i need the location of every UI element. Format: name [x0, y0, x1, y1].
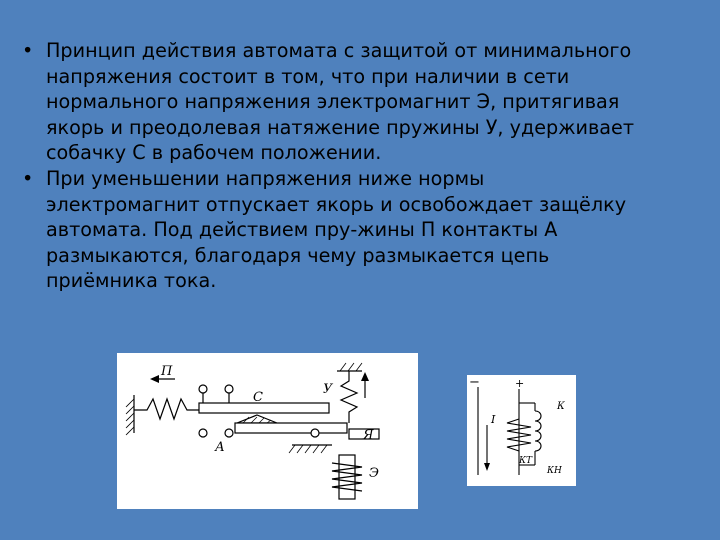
pivot-bottom-right — [225, 429, 233, 437]
pivot-top-right — [225, 385, 233, 393]
bullet-item-principle — [22, 38, 712, 166]
bullet-line: нормального напряжения электромагнит Э, притягивая — [46, 90, 620, 114]
bullet-line: напряжения состоит в том, что при наличии в сети — [46, 64, 570, 88]
spring-u-support-hatch — [340, 363, 362, 371]
label-spring-p: П — [161, 364, 173, 379]
label-spring-u: У — [323, 382, 333, 397]
label-coil-kt: КТ — [519, 456, 532, 466]
coil-kn-winding — [535, 411, 541, 451]
latch-pivot — [311, 429, 319, 437]
bullet-line: якорь и преодолевая натяжение пружины У, удерживает — [46, 115, 635, 139]
label-armature: Я — [363, 428, 374, 443]
circuit-svg — [467, 375, 576, 486]
spring-u — [341, 371, 357, 423]
arrow-u-head — [361, 372, 369, 381]
pivot-top-left — [199, 385, 207, 393]
left-wall-hatch — [126, 399, 134, 435]
bullet-line: автомата. Под действием пру-жины П контакты А — [46, 218, 558, 242]
dog-c — [237, 415, 277, 423]
bullet-line: При уменьшении напряжения ниже нормы — [46, 166, 485, 190]
label-contacts-a: А — [215, 440, 225, 455]
bullet-item-undervoltage — [22, 166, 712, 294]
label-coil-k: К — [557, 401, 565, 412]
arrow-p-head — [150, 375, 159, 383]
pivot-bottom-left — [199, 429, 207, 437]
label-plus: + — [515, 377, 525, 390]
current-arrow-head — [484, 463, 490, 471]
bullet-marker: • — [22, 166, 34, 190]
bullet-line: приёмника тока. — [46, 269, 217, 293]
circuit-diagram — [467, 375, 576, 486]
sliding-bar — [199, 403, 329, 413]
mechanism-svg — [117, 353, 418, 509]
label-current: I — [491, 413, 496, 426]
mechanism-diagram — [117, 353, 418, 509]
spring-p — [134, 399, 199, 419]
label-minus: − — [469, 375, 480, 390]
latch-lever — [235, 423, 347, 433]
bullet-marker: • — [22, 39, 34, 62]
label-coil-kn: КН — [547, 466, 562, 476]
bullet-line: размыкаются, благодаря чему размыкается цепь — [46, 243, 550, 267]
label-magnet: Э — [369, 466, 379, 481]
ground-hatch — [289, 445, 327, 453]
bullet-line: Принцип действия автомата с защитой от минимального — [46, 39, 632, 62]
label-dog-c: С — [253, 390, 263, 405]
bullet-line: электромагнит отпускает якорь и освобождает защёлку — [46, 192, 627, 216]
bullet-line: собачку С в рабочем положении. — [46, 141, 382, 165]
bullet-list — [22, 38, 712, 294]
